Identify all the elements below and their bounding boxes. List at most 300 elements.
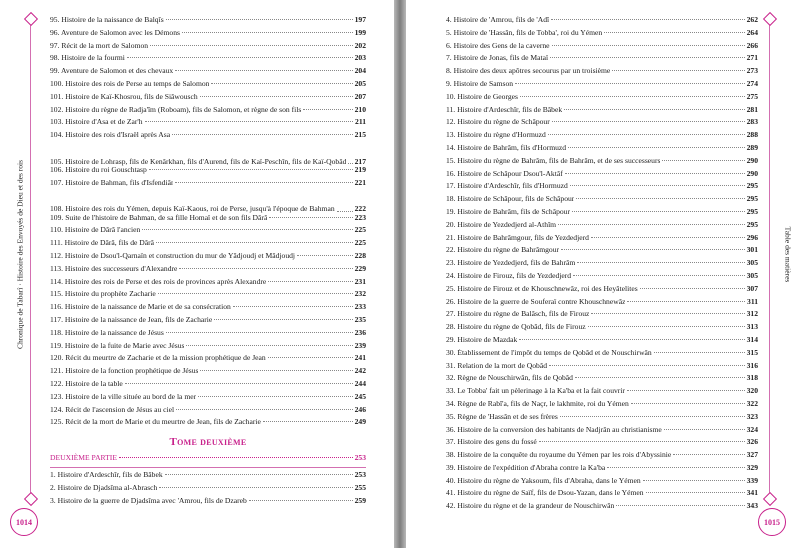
dot-leader <box>119 457 353 458</box>
entry-page: 223 <box>354 212 366 222</box>
left-toc <box>50 16 366 510</box>
entry-page: 305 <box>746 258 758 268</box>
entry-title: 98. Histoire de la fourmi <box>50 54 125 63</box>
entry-title: 117. Histoire de la naissance de Jean, fils de Zacharie <box>50 315 213 324</box>
ornament-diamond <box>24 492 38 506</box>
dot-leader <box>568 147 745 148</box>
toc-entry <box>446 157 758 170</box>
toc-entry <box>446 234 758 247</box>
entry-title: 120. Récit du meurtre de Zacharie et de la mission prophétique de Jean <box>50 354 266 363</box>
dot-leader <box>127 57 353 58</box>
dot-leader <box>576 198 744 199</box>
entry-page: 253 <box>354 470 366 480</box>
entry-page: 313 <box>746 322 758 332</box>
toc-entry <box>50 380 366 393</box>
entry-page: 225 <box>354 225 366 235</box>
toc-entry <box>446 285 758 298</box>
entry-page: 259 <box>354 495 366 505</box>
dot-leader <box>673 454 744 455</box>
right-toc <box>446 16 758 515</box>
ornament-diamond <box>763 12 777 26</box>
dot-leader <box>159 487 352 488</box>
toc-entry <box>446 144 758 157</box>
entry-title: 96. Aventure de Salomon avec les Démons <box>50 28 180 37</box>
entry-title: 124. Récit de l'ascension de Jésus au ciel <box>50 405 175 414</box>
toc-entry <box>50 179 366 192</box>
entry-page: 329 <box>746 462 758 472</box>
toc-entry <box>446 400 758 413</box>
entry-title: 22. Histoire du règne de Bahrâmgour <box>446 246 560 255</box>
toc-entry <box>446 502 758 515</box>
entry-page: 339 <box>746 475 758 485</box>
entry-page: 296 <box>746 232 758 242</box>
dot-leader <box>551 19 744 20</box>
entry-page: 295 <box>746 194 758 204</box>
entry-page: 315 <box>746 347 758 357</box>
entry-title: 112. Histoire de Dsou'l-Qarnaïn et construction du mur de Yâdjoudj et Mâdjoudj <box>50 251 296 260</box>
toc-entry <box>446 42 758 55</box>
entry-title: 14. Histoire de Bahrâm, fils d'Hormuzd <box>446 143 567 152</box>
toc-entry <box>50 342 366 355</box>
toc-entry <box>446 106 758 119</box>
entry-page: 290 <box>746 155 758 165</box>
entry-title: 106. Histoire du roi Gouschtasp <box>50 165 147 174</box>
entry-page: 266 <box>746 40 758 50</box>
entry-page: 199 <box>354 27 366 37</box>
entry-title: 110. Histoire de Dârâ l'ancien <box>50 226 141 235</box>
right-margin-rule <box>769 22 770 502</box>
entry-title: 100. Histoire des rois de Perse au temps de Salomon <box>50 79 210 88</box>
entry-title: 107. Histoire de Bahman, fils d'Isfendiâr <box>50 178 174 187</box>
entry-title: 114. Histoire des rois de Perse et des rois de provinces après Alexandre <box>50 277 267 286</box>
toc-entry <box>446 170 758 183</box>
dot-leader <box>175 182 352 183</box>
entry-page: 314 <box>746 334 758 344</box>
entry-title: 12. Histoire du règne de Schâpour <box>446 118 550 127</box>
toc-entry <box>50 354 366 367</box>
toc-entry <box>50 54 366 67</box>
dot-leader <box>575 377 745 378</box>
toc-entry <box>50 144 366 166</box>
entry-page: 197 <box>354 15 366 24</box>
dot-leader <box>158 293 353 294</box>
dot-leader <box>165 474 353 475</box>
entry-page: 205 <box>354 78 366 88</box>
entry-title: 119. Histoire de la fuite de Marie avec Jésus <box>50 341 185 350</box>
entry-title: 32. Règne de Nouschirwân, fils de Qobâd <box>446 374 573 383</box>
dot-leader <box>550 57 745 58</box>
right-page <box>406 0 800 548</box>
entry-title: 39. Histoire de l'expédition d'Abraha contre la Ka'ba <box>446 463 606 472</box>
toc-entry <box>446 208 758 221</box>
toc-entry <box>446 451 758 464</box>
entry-title: 109. Suite de l'histoire de Bahman, de sa fille Homaï et de son fils Dârâ <box>50 213 268 222</box>
toc-entry <box>50 290 366 303</box>
entry-title: 33. Le Tobba' fait un pèlerinage à la Ka'ba et la fait couvrir <box>446 387 625 396</box>
entry-title: 30. Établissement de l'impôt du temps de Qobâd et de Nouschirwân <box>446 348 652 357</box>
toc-entry <box>446 93 758 106</box>
entry-title: 2. Histoire de Djadsîma al-Abrasch <box>50 483 158 492</box>
dot-leader <box>591 313 744 314</box>
entry-title: 41. Histoire du règne de Saïf, fils de Dsou-Yazan, dans le Yémen <box>446 489 644 498</box>
toc-entry <box>446 477 758 490</box>
entry-page: 241 <box>354 353 366 363</box>
toc-entry <box>50 29 366 42</box>
entry-page: 307 <box>746 283 758 293</box>
entry-title: 113. Histoire des successeurs d'Alexandre <box>50 264 178 273</box>
entry-title: 40. Histoire du règne de Yaksoum, fils d'Abraha, dans le Yémen <box>446 476 641 485</box>
entry-title: 36. Histoire de la conversion des habitants de Nadjrân au christianisme <box>446 425 662 434</box>
entry-title: 21. Histoire de Bahrâmgour, fils de Yezdedjerd <box>446 233 589 242</box>
entry-title: 8. Histoire des deux apôtres secourus par un troisième <box>446 67 611 76</box>
dot-leader <box>612 70 744 71</box>
entry-page: 229 <box>354 263 366 273</box>
entry-title: 17. Histoire d'Ardeschîr, fils d'Hormuzd <box>446 182 568 191</box>
toc-entry <box>50 303 366 316</box>
entry-page: 320 <box>746 386 758 396</box>
dot-leader <box>348 163 352 164</box>
dot-leader <box>303 109 352 110</box>
dot-leader <box>156 242 353 243</box>
entry-title: 121. Histoire de la fonction prophétique de Jésus <box>50 367 199 376</box>
dot-leader <box>142 229 352 230</box>
dot-leader <box>616 505 744 506</box>
toc-entry <box>446 413 758 426</box>
entry-title: 26. Histoire de la guerre de Souferaï contre Khouschnewâz <box>446 297 626 306</box>
entry-page: 221 <box>354 177 366 187</box>
ornament-diamond <box>763 492 777 506</box>
dot-leader <box>664 429 745 430</box>
entry-title: 101. Histoire de Kaï-Khosrou, fils de Siâwousch <box>50 92 198 101</box>
dot-leader <box>166 332 353 333</box>
entry-page: 290 <box>746 168 758 178</box>
dot-leader <box>149 169 353 170</box>
dot-leader <box>548 134 745 135</box>
dot-leader <box>145 121 353 122</box>
entry-page: 288 <box>746 130 758 140</box>
entry-page: 236 <box>354 327 366 337</box>
entry-page: 281 <box>746 104 758 114</box>
toc-entry <box>50 16 366 29</box>
dot-leader <box>182 32 353 33</box>
dot-leader <box>172 134 353 135</box>
entry-page: 295 <box>746 219 758 229</box>
toc-entry <box>446 67 758 80</box>
entry-page: 242 <box>354 366 366 376</box>
dot-leader <box>125 383 353 384</box>
dot-leader <box>561 249 745 250</box>
toc-entry <box>50 93 366 106</box>
entry-title: 115. Histoire du prophète Zacharie <box>50 290 156 299</box>
entry-page: 264 <box>746 27 758 37</box>
entry-page: 262 <box>746 15 758 24</box>
dot-leader <box>211 83 352 84</box>
toc-entry <box>50 166 366 179</box>
dot-leader <box>560 416 745 417</box>
toc-entry <box>446 16 758 29</box>
entry-title: 122. Histoire de la table <box>50 379 123 388</box>
dot-leader <box>591 237 745 238</box>
entry-title: 3. Histoire de la guerre de Djadsîma avec 'Amrou, fils de Dzareb <box>50 496 247 505</box>
entry-page: 228 <box>354 250 366 260</box>
left-margin-rule <box>30 22 31 502</box>
dot-leader <box>166 19 353 20</box>
toc-entry <box>446 131 758 144</box>
dot-leader <box>249 500 353 501</box>
toc-entry <box>50 393 366 406</box>
entry-page: 301 <box>746 245 758 255</box>
entry-title: 10. Histoire de Georges <box>446 92 518 101</box>
toc-entry <box>446 272 758 285</box>
toc-entry <box>446 310 758 323</box>
dot-leader <box>268 281 352 282</box>
entry-title: 42. Histoire du règne et de la grandeur de Nouschirwân <box>446 502 615 511</box>
toc-entry <box>50 226 366 239</box>
entry-page: 249 <box>354 417 366 427</box>
toc-entry <box>446 118 758 131</box>
dot-leader <box>233 306 353 307</box>
entry-page: 274 <box>746 78 758 88</box>
entry-title: 103. Histoire d'Asa et de Zar'h <box>50 118 143 127</box>
book-gutter <box>394 0 406 548</box>
dot-leader <box>269 217 352 218</box>
dot-leader <box>176 409 353 410</box>
entry-title: 15. Histoire du règne de Bahrâm, fils de Bahrâm, et de ses successeurs <box>446 156 661 165</box>
dot-leader <box>572 211 745 212</box>
right-running-title: Table des matières <box>783 226 793 283</box>
dot-leader <box>631 403 745 404</box>
entry-page: 245 <box>354 391 366 401</box>
dot-leader <box>552 45 745 46</box>
entry-page: 312 <box>746 309 758 319</box>
toc-entry <box>50 418 366 431</box>
dot-leader <box>539 441 745 442</box>
dot-leader <box>627 301 745 302</box>
dot-leader <box>565 173 745 174</box>
entry-title: 24. Histoire de Firouz, fils de Yezdedjerd <box>446 271 572 280</box>
entry-title: 97. Récit de la mort de Salomon <box>50 41 149 50</box>
entry-title: 104. Histoire des rois d'Israël après Asa <box>50 131 171 140</box>
toc-entry <box>446 29 758 42</box>
entry-page: 217 <box>354 156 366 166</box>
entry-title: 13. Histoire du règne d'Hormuzd <box>446 131 546 140</box>
toc-entry <box>446 387 758 400</box>
toc-entry <box>446 54 758 67</box>
dot-leader <box>337 211 353 212</box>
toc-entry <box>50 252 366 265</box>
entry-title: 7. Histoire de Jonas, fils de Mataï <box>446 54 549 63</box>
toc-entry <box>50 118 366 131</box>
entry-title: 28. Histoire du règne de Qobâd, fils de Firouz <box>446 323 586 332</box>
dot-leader <box>519 339 744 340</box>
left-page <box>0 0 394 548</box>
toc-entry <box>446 374 758 387</box>
entry-page: 318 <box>746 373 758 383</box>
entry-title: 118. Histoire de la naissance de Jésus <box>50 328 164 337</box>
toc-entry <box>50 80 366 93</box>
entry-page: 322 <box>746 398 758 408</box>
entry-page: 211 <box>355 117 366 127</box>
entry-title: 16. Histoire de Schâpour Dsou'l-Aktâf <box>446 169 563 178</box>
toc-entry <box>50 406 366 419</box>
entry-page: 246 <box>354 404 366 414</box>
entry-title: 27. Histoire du règne de Balâsch, fils de Firouz <box>446 310 590 319</box>
entry-page: 311 <box>747 296 758 306</box>
toc-entry <box>50 67 366 80</box>
entry-title: 29. Histoire de Mazdak <box>446 335 518 344</box>
entry-page: 207 <box>354 91 366 101</box>
toc-entry <box>446 323 758 336</box>
toc-entry <box>446 80 758 93</box>
dot-leader <box>558 224 745 225</box>
page-number: 1014 <box>10 508 38 536</box>
toc-entry <box>446 438 758 451</box>
entry-title: 11. Histoire d'Ardeschîr, fils de Bâbek <box>446 105 563 114</box>
entry-title: 123. Histoire de la ville située au bord de la mer <box>50 392 197 401</box>
toc-entry <box>446 298 758 311</box>
entry-title: 1. Histoire d'Ardeschîr, fils de Bâbek <box>50 471 163 480</box>
entry-page: 232 <box>354 289 366 299</box>
entry-page: 323 <box>746 411 758 421</box>
toc-entry <box>50 42 366 55</box>
dot-leader <box>520 96 745 97</box>
entry-title: 20. Histoire de Yezdedjerd al-Athîm <box>446 220 557 229</box>
toc-entry <box>446 464 758 477</box>
entry-title: 34. Règne de Rabî'a, fils de Naçr, le lakhmite, roi du Yémen <box>446 399 629 408</box>
entry-title: 37. Histoire des gens du fossé <box>446 438 537 447</box>
entry-page: 202 <box>354 40 366 50</box>
entry-title: DEUXIÈME PARTIE <box>50 453 117 463</box>
toc-entry <box>446 336 758 349</box>
entry-page: 295 <box>746 181 758 191</box>
dot-leader <box>627 390 745 391</box>
entry-title: 102. Histoire du règne de Radja'îm (Roboam), fils de Salomon, et règne de son fils <box>50 105 302 114</box>
dot-leader <box>549 365 745 366</box>
dot-leader <box>607 467 744 468</box>
dot-leader <box>577 262 744 263</box>
entry-title: 4. Histoire de 'Amrou, fils de 'Adî <box>446 16 550 24</box>
dot-leader <box>588 326 745 327</box>
entry-page: 231 <box>354 276 366 286</box>
entry-page: 203 <box>354 53 366 63</box>
dot-leader <box>604 32 744 33</box>
entry-page: 316 <box>746 360 758 370</box>
entry-page: 327 <box>746 450 758 460</box>
toc-entry <box>50 497 366 510</box>
ornament-diamond <box>24 12 38 26</box>
entry-title: 116. Histoire de la naissance de Marie et de sa consécration <box>50 303 231 312</box>
toc-entry <box>446 246 758 259</box>
toc-entry <box>446 362 758 375</box>
dot-leader <box>564 109 744 110</box>
entry-page: 275 <box>746 91 758 101</box>
toc-entry <box>50 316 366 329</box>
entry-title: 38. Histoire de la conquête du royaume du Yémen par les rois d'Abyssinie <box>446 451 672 460</box>
entry-title: 35. Règne de 'Hassân et de ses frères <box>446 412 558 421</box>
toc-entry <box>446 195 758 208</box>
dot-leader <box>570 185 745 186</box>
toc-entry <box>50 239 366 252</box>
toc-entry <box>50 329 366 342</box>
entry-page: 244 <box>354 378 366 388</box>
dot-leader <box>643 480 745 481</box>
dot-leader <box>214 319 352 320</box>
entry-page: 343 <box>746 501 758 511</box>
entry-title: 25. Histoire de Firouz et de Khouschnewâz, roi des Heyâtelites <box>446 284 638 293</box>
volume-title: Tome deuxième <box>169 436 247 449</box>
dot-leader <box>200 96 353 97</box>
entry-page: 341 <box>746 488 758 498</box>
dot-leader <box>175 70 352 71</box>
entry-title: 9. Histoire de Samson <box>446 79 514 88</box>
toc-entry <box>50 265 366 278</box>
dot-leader <box>268 357 353 358</box>
entry-page: 235 <box>354 314 366 324</box>
left-running-title: Chronique de Tabarî · Histoire des Envoyés de Dieu et des rois <box>15 159 25 350</box>
toc-entry <box>446 259 758 272</box>
entry-title: 99. Aventure de Salomon et des chevaux <box>50 67 174 76</box>
toc-entry <box>446 221 758 234</box>
dot-leader <box>515 83 745 84</box>
entry-title: 125. Récit de la mort de Marie et du meurtre de Jean, fils de Zacharie <box>50 418 261 427</box>
entry-page: 326 <box>746 437 758 447</box>
toc-entry <box>50 214 366 227</box>
entry-page: 219 <box>354 164 366 174</box>
entry-page: 283 <box>746 117 758 127</box>
entry-title: 111. Histoire de Dârâ, fils de Dârâ <box>50 239 155 248</box>
toc-entry <box>50 106 366 119</box>
entry-page: 210 <box>354 104 366 114</box>
entry-page: 239 <box>354 340 366 350</box>
entry-title: 31. Relation de la mort de Qobâd <box>446 361 548 370</box>
toc-entry <box>50 471 366 484</box>
toc-entry <box>50 278 366 291</box>
entry-page: 305 <box>746 270 758 280</box>
toc-entry <box>446 182 758 195</box>
page-number: 1015 <box>758 508 786 536</box>
dot-leader <box>552 121 745 122</box>
entry-page: 324 <box>746 424 758 434</box>
dot-leader <box>198 396 352 397</box>
entry-page: 273 <box>746 66 758 76</box>
part-heading <box>50 453 366 467</box>
dot-leader <box>640 288 745 289</box>
dot-leader <box>662 160 744 161</box>
dot-leader <box>150 45 353 46</box>
entry-title: 23. Histoire de Yezdedjerd, fils de Bahrâm <box>446 259 576 268</box>
toc-entry <box>446 349 758 362</box>
toc-entry <box>446 426 758 439</box>
toc-entry <box>50 484 366 497</box>
entry-page: 225 <box>354 238 366 248</box>
toc-entry <box>50 192 366 214</box>
entry-page: 215 <box>354 130 366 140</box>
toc-entry <box>446 489 758 502</box>
entry-title: 6. Histoire des Gens de la caverne <box>446 41 550 50</box>
entry-page: 222 <box>354 204 366 214</box>
dot-leader <box>646 492 745 493</box>
entry-page: 204 <box>354 66 366 76</box>
dot-leader <box>200 370 352 371</box>
toc-entry <box>50 367 366 380</box>
entry-page: 253 <box>354 453 366 463</box>
entry-page: 289 <box>746 142 758 152</box>
entry-title: 95. Histoire de la naissance de Balqîs <box>50 16 164 24</box>
toc-entry <box>50 131 366 144</box>
entry-title: 19. Histoire de Bahrâm, fils de Schâpour <box>446 207 571 216</box>
dot-leader <box>186 345 352 346</box>
dot-leader <box>297 255 353 256</box>
